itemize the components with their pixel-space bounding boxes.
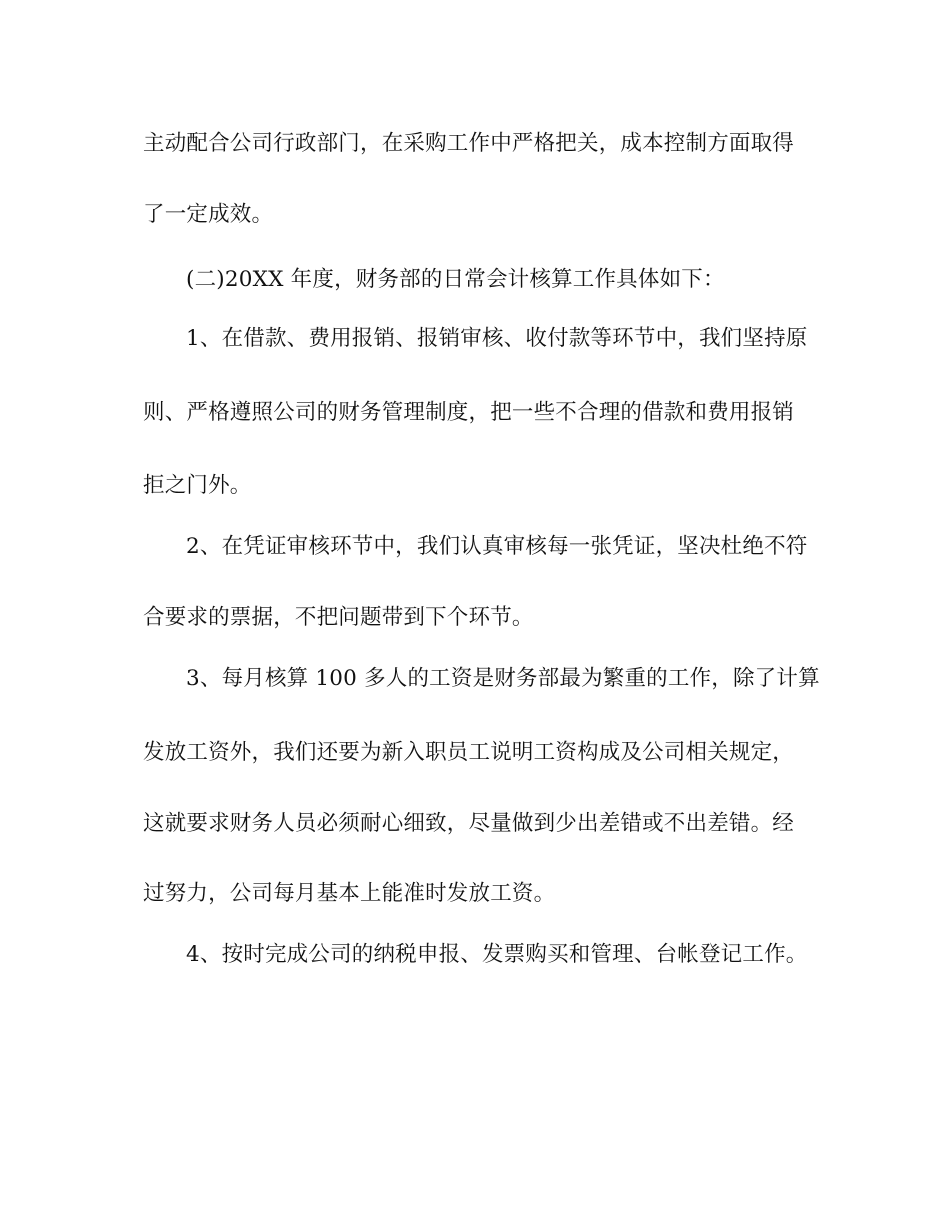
paragraph-line: 4、按时完成公司的纳税申报、发票购买和管理、台帐登记工作。: [186, 942, 808, 967]
paragraph-line: 1、在借款、费用报销、报销审核、收付款等环节中，我们坚持原: [186, 326, 808, 351]
paragraph-line: 合要求的票据，不把问题带到下个环节。: [143, 605, 534, 630]
paragraph-line: 这就要求财务人员必须耐心细致，尽量做到少出差错或不出差错。经: [143, 811, 795, 836]
section-heading: (二)20XX 年度，财务部的日常会计核算工作具体如下：: [186, 267, 725, 292]
paragraph-line: 拒之门外。: [143, 473, 252, 498]
paragraph-line: 发放工资外，我们还要为新入职员工说明工资构成及公司相关规定，: [143, 740, 795, 765]
paragraph-line: 3、每月核算 100 多人的工资是财务部最为繁重的工作，除了计算: [186, 666, 820, 691]
paragraph-line: 了一定成效。: [143, 202, 274, 227]
paragraph-line: 则、严格遵照公司的财务管理制度，把一些不合理的借款和费用报销: [143, 400, 795, 425]
paragraph-line: 主动配合公司行政部门，在采购工作中严格把关，成本控制方面取得: [143, 131, 795, 156]
paragraph-line: 过努力，公司每月基本上能准时发放工资。: [143, 881, 556, 906]
paragraph-line: 2、在凭证审核环节中，我们认真审核每一张凭证，坚决杜绝不符: [186, 534, 808, 559]
